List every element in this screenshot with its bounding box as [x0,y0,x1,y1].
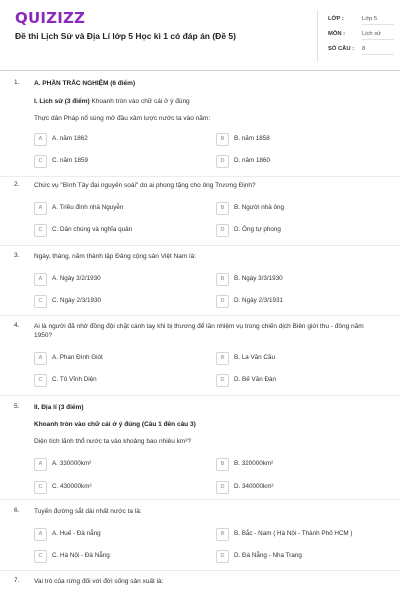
option-text: C. Dân chúng và nghĩa quân [52,226,133,233]
option-text: C. Hà Nội - Đà Nẵng [52,552,110,559]
question-text: Vai trò của rừng đối với đời sống sản xuất là: [34,578,164,585]
question-number: 6. [14,507,20,514]
meta-box [317,10,393,62]
option-text: B. Ngày 3/3/1930 [234,275,283,282]
divider [0,499,400,500]
option-text: C. năm 1859 [52,157,89,164]
option-text: A. 330000km² [52,460,92,467]
option-letter: C [34,295,47,308]
option-text: A. Triều đình nhà Nguyễn [52,204,124,211]
option-letter: B [216,273,229,286]
divider [0,315,400,316]
question-text: Ngày, tháng, năm thành lập Đảng cộng sản Việt Nam là: [34,253,196,260]
option-letter: B [216,133,229,146]
question-number: 4. [14,322,20,329]
option-letter: D [216,155,229,168]
divider [0,176,400,177]
question-number: 1. [14,79,20,86]
geography-subsection-title: II. Địa lí (3 điểm) [34,404,84,411]
quizizz-logo: QUIZIZZ [15,9,86,27]
question-text: Chức vụ "Bình Tây đại nguyên soái" do ai phong tặng cho ông Trương Định? [34,182,256,189]
meta-subject-value: Lịch sử [362,31,394,40]
question-number: 3. [14,252,20,259]
meta-class-key: LỚP : [328,16,344,22]
option-letter: D [216,374,229,387]
geography-instruction: Khoanh tròn vào chữ cái ở ý đúng (Câu 1 đến câu 3) [34,421,196,428]
question-number: 5. [14,403,20,410]
option-text: D. Ngày 2/3/1931 [234,297,284,304]
option-letter: D [216,224,229,237]
option-text: A. năm 1862 [52,135,88,142]
divider [0,395,400,396]
option-text: A. Ngày 3/2/1930 [52,275,101,282]
question-text: Ai là người đã nhờ đồng đội chặt cánh tay khi bị thương để lăn nhiệm vụ trong chiến dịch Biên giới thu - đông năm 1950? [34,323,364,339]
option-text: C. Ngày 2/3/1930 [52,297,102,304]
option-text: B. La Văn Cầu [234,354,275,361]
option-letter: A [34,273,47,286]
option-text: B. 320000km² [234,460,274,467]
section-a-heading: A. PHẦN TRẮC NGHIỆM (6 điểm) [34,80,136,87]
meta-count-value: 8 [362,46,394,55]
option-text: B. Người nhà ông [234,204,285,211]
divider [0,245,400,246]
option-text: D. năm 1860 [234,157,271,164]
option-letter: D [216,481,229,494]
option-text: C. Tô Vĩnh Diện [52,376,97,383]
option-letter: D [216,550,229,563]
option-letter: D [216,295,229,308]
option-letter: C [34,550,47,563]
option-text: D. Đà Nẵng - Nha Trang [234,552,302,559]
divider [0,570,400,571]
option-letter: C [34,481,47,494]
option-text: A. Huế - Đà nẵng [52,530,101,537]
option-letter: B [216,202,229,215]
question-text: Thực dân Pháp nổ súng mở đầu xâm lược nước ta vào năm: [34,115,211,122]
question-number: 7. [14,577,20,584]
question-text: Tuyến đường sắt dài nhất nước ta là: [34,508,142,515]
option-letter: A [34,352,47,365]
option-letter: B [216,458,229,471]
option-letter: A [34,458,47,471]
document-title: Đề thi Lịch Sử và Địa Lí lớp 5 Học kì 1 có đáp án (Đề 5) [15,31,236,41]
meta-count-key: SỐ CÂU : [328,46,355,52]
option-text: D. 340000km² [234,483,274,490]
option-letter: B [216,352,229,365]
meta-class-value: Lớp 5 [362,16,394,25]
option-letter: C [34,374,47,387]
option-letter: C [34,155,47,168]
document-header [0,0,400,71]
option-letter: B [216,528,229,541]
option-letter: A [34,133,47,146]
option-text: C. 430000km² [52,483,92,490]
option-letter: A [34,528,47,541]
option-letter: C [34,224,47,237]
option-text: B. Bắc - Nam ( Hà Nội - Thành Phố HCM ) [234,530,353,537]
option-text: B. năm 1858 [234,135,270,142]
option-letter: A [34,202,47,215]
option-text: A. Phan Đình Giót [52,354,103,361]
question-number: 2. [14,181,20,188]
option-text: D. Bế Văn Đàn [234,376,277,383]
history-subsection-title: I. Lịch sử (3 điểm) [34,98,90,105]
history-instruction: Khoanh tròn vào chữ cái ở ý đúng [89,98,190,105]
question-text: Diện tích lãnh thổ nước ta vào khoảng bao nhiêu km²? [34,438,192,445]
history-heading [34,97,364,106]
meta-subject-key: MÔN : [328,31,346,37]
option-text: D. Ông tự phong [234,226,281,233]
